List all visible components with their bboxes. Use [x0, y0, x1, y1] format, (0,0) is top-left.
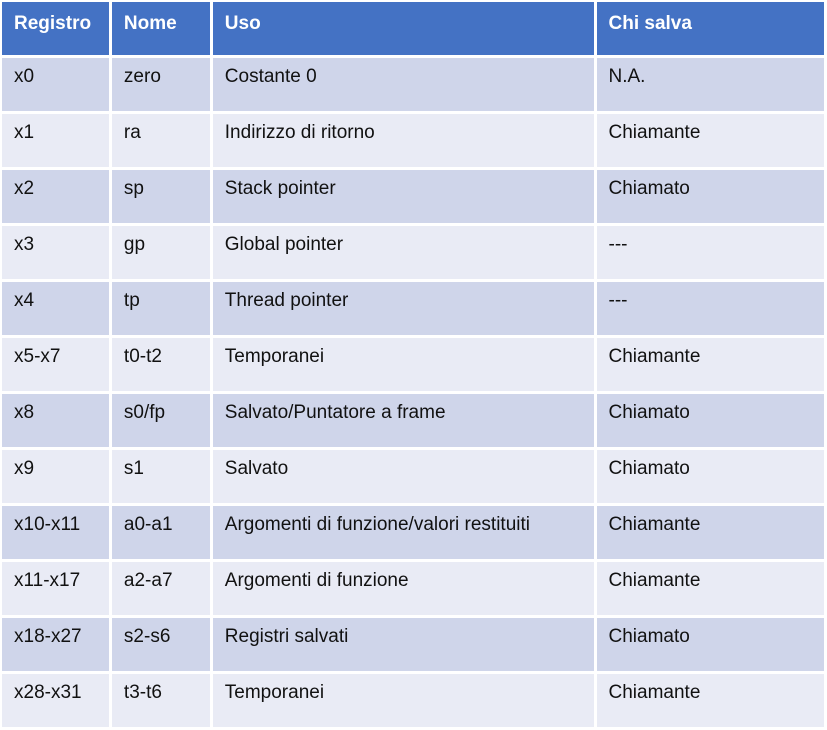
header-nome: Nome: [112, 2, 210, 55]
cell-nome: a0-a1: [112, 506, 210, 559]
cell-uso: Argomenti di funzione/valori restituiti: [213, 506, 594, 559]
table-header-row: [2, 2, 824, 55]
cell-registro: x3: [2, 226, 109, 279]
cell-registro: x28-x31: [2, 674, 109, 727]
cell-nome: zero: [112, 58, 210, 111]
header-registro: Registro: [2, 2, 109, 55]
table-row: [2, 58, 824, 111]
cell-nome: s1: [112, 450, 210, 503]
cell-nome: sp: [112, 170, 210, 223]
cell-chi-salva: Chiamato: [597, 618, 825, 671]
table-row: [2, 170, 824, 223]
cell-registro: x9: [2, 450, 109, 503]
table-row: [2, 226, 824, 279]
header-uso: Uso: [213, 2, 594, 55]
cell-uso: Salvato/Puntatore a frame: [213, 394, 594, 447]
table-row: [2, 282, 824, 335]
cell-uso: Temporanei: [213, 338, 594, 391]
cell-uso: Indirizzo di ritorno: [213, 114, 594, 167]
cell-registro: x11-x17: [2, 562, 109, 615]
cell-uso: Temporanei: [213, 674, 594, 727]
cell-nome: gp: [112, 226, 210, 279]
cell-chi-salva: Chiamante: [597, 114, 825, 167]
cell-chi-salva: Chiamato: [597, 394, 825, 447]
table-row: [2, 618, 824, 671]
cell-chi-salva: ---: [597, 282, 825, 335]
cell-chi-salva: ---: [597, 226, 825, 279]
cell-uso: Thread pointer: [213, 282, 594, 335]
cell-chi-salva: Chiamante: [597, 338, 825, 391]
cell-uso: Costante 0: [213, 58, 594, 111]
cell-registro: x0: [2, 58, 109, 111]
header-chi-salva: Chi salva: [597, 2, 825, 55]
cell-chi-salva: Chiamante: [597, 506, 825, 559]
table-row: [2, 506, 824, 559]
cell-nome: tp: [112, 282, 210, 335]
cell-registro: x8: [2, 394, 109, 447]
cell-chi-salva: N.A.: [597, 58, 825, 111]
cell-nome: t3-t6: [112, 674, 210, 727]
table-row: [2, 338, 824, 391]
cell-chi-salva: Chiamante: [597, 674, 825, 727]
cell-chi-salva: Chiamante: [597, 562, 825, 615]
table-row: [2, 114, 824, 167]
cell-uso: Registri salvati: [213, 618, 594, 671]
cell-nome: t0-t2: [112, 338, 210, 391]
cell-registro: x4: [2, 282, 109, 335]
cell-registro: x10-x11: [2, 506, 109, 559]
cell-uso: Stack pointer: [213, 170, 594, 223]
cell-registro: x5-x7: [2, 338, 109, 391]
cell-nome: a2-a7: [112, 562, 210, 615]
cell-uso: Salvato: [213, 450, 594, 503]
cell-chi-salva: Chiamato: [597, 170, 825, 223]
table-row: [2, 674, 824, 727]
cell-nome: s0/fp: [112, 394, 210, 447]
cell-nome: s2-s6: [112, 618, 210, 671]
cell-uso: Global pointer: [213, 226, 594, 279]
cell-registro: x1: [2, 114, 109, 167]
table-row: [2, 562, 824, 615]
cell-registro: x2: [2, 170, 109, 223]
cell-registro: x18-x27: [2, 618, 109, 671]
cell-nome: ra: [112, 114, 210, 167]
cell-chi-salva: Chiamato: [597, 450, 825, 503]
table-row: [2, 394, 824, 447]
table-row: [2, 450, 824, 503]
cell-uso: Argomenti di funzione: [213, 562, 594, 615]
